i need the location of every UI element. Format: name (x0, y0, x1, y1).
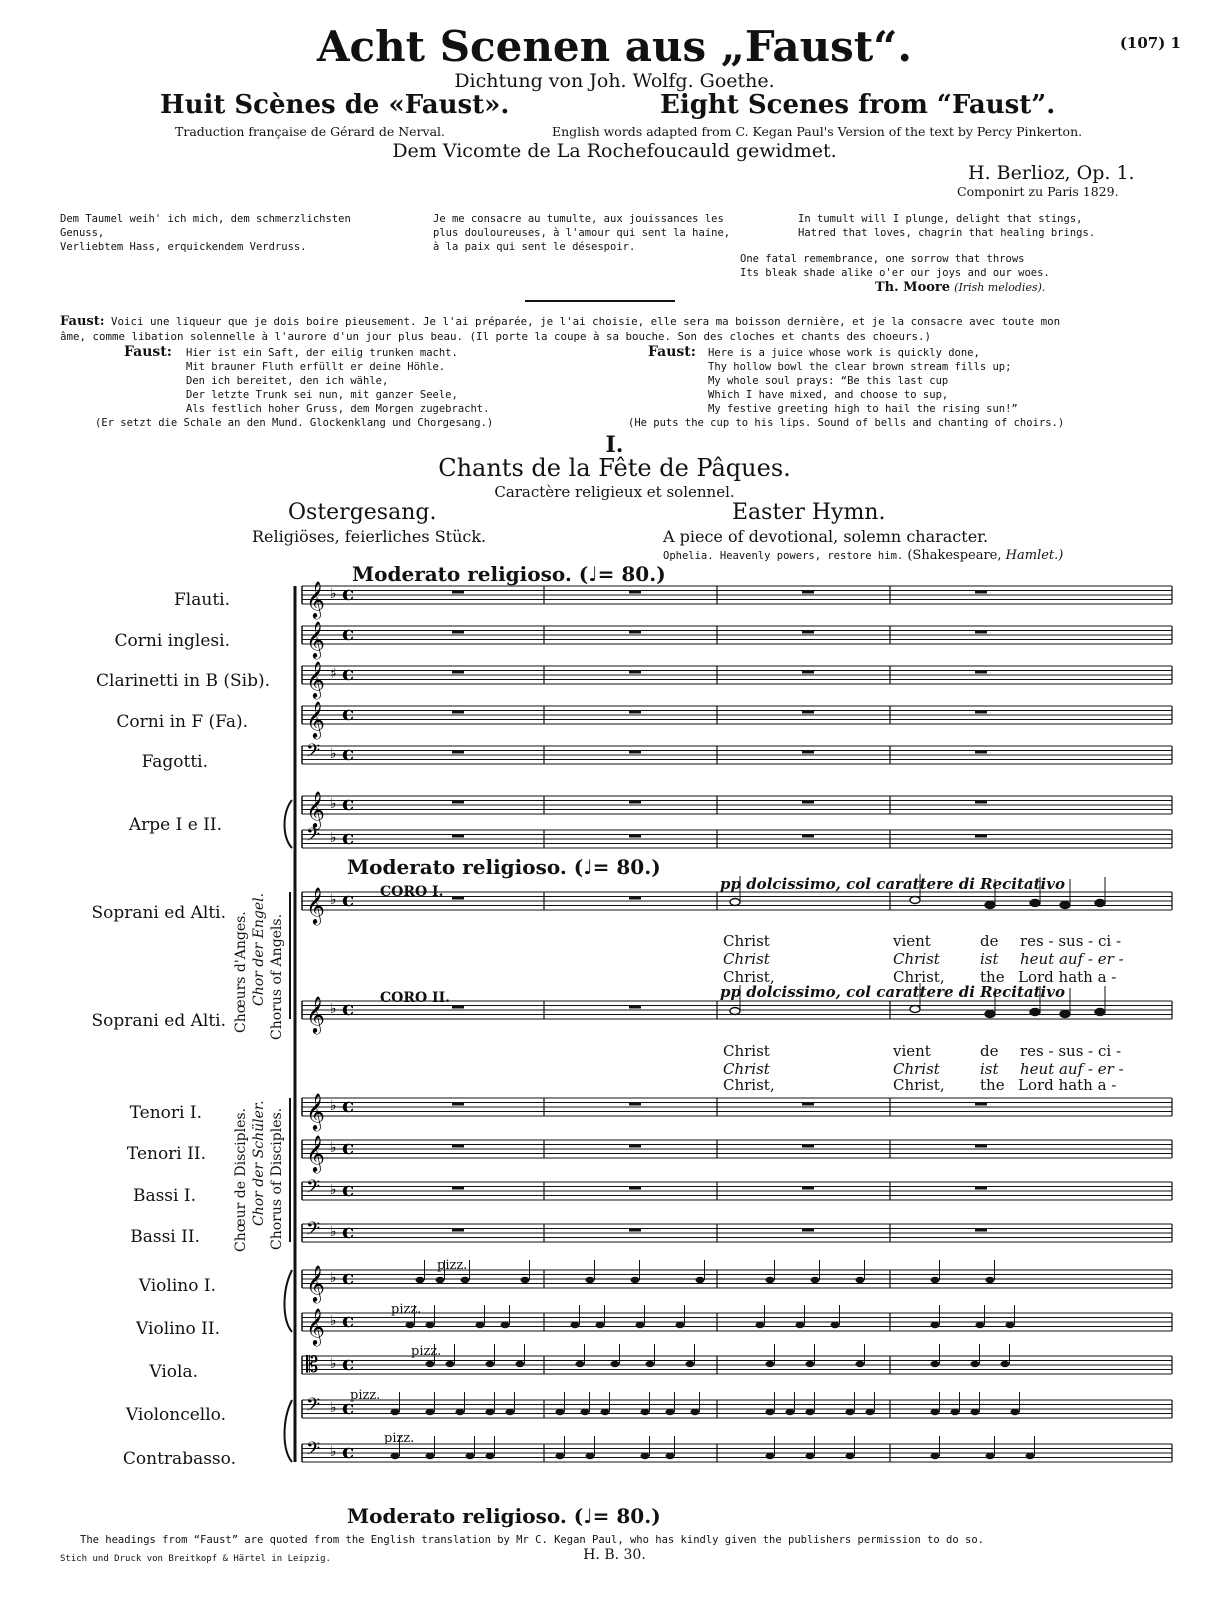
note-head-violoncello (426, 1409, 435, 1415)
note-head-coro2 (1060, 1011, 1070, 1018)
note-head-violoncello (691, 1409, 700, 1415)
dynamic-coro1: pp dolcissimo, col carattere di Recitativo (720, 875, 1065, 893)
note-head-coro2 (1030, 1009, 1040, 1016)
note-head-violino1 (416, 1277, 425, 1283)
epigraph-german: Dem Taumel weih' ich mich, dem schmerzlichsten Genuss, Verliebtem Hass, erquickendem Verdruss. (60, 213, 351, 253)
note-head-violoncello (846, 1409, 855, 1415)
note-head-coro2 (1095, 1009, 1105, 1016)
translation-french-credit: Traduction française de Gérard de Nerval. (175, 124, 446, 139)
movement-title-en: Easter Hymn. (732, 500, 886, 525)
footer-note: The headings from “Faust” are quoted from the English translation by Mr C. Kegan Paul, who has kindly given the publishers permission to do so. (80, 1534, 984, 1546)
time-signature-corni-inglesi: c (342, 621, 355, 645)
lyric-c2-en-3: the (980, 1076, 1005, 1094)
clef-viola: 𝄡 (306, 1353, 319, 1378)
lyric-c2-en-1: Christ, (723, 1076, 775, 1094)
note-head-contrabasso (391, 1453, 400, 1459)
note-head-violino1 (461, 1277, 470, 1283)
key-signature-bassi2: ♭ (330, 1224, 337, 1240)
whole-rest-fagotti (452, 751, 464, 754)
note-head-violoncello (391, 1409, 400, 1415)
time-signature-coro2: c (342, 996, 355, 1020)
note-head-violino2 (831, 1322, 840, 1328)
whole-rest-corni-f (802, 711, 814, 714)
ophelia-line: Ophelia. Heavenly powers, restore him. (663, 550, 904, 562)
movement-title-fr: Chants de la Fête de Pâques. (438, 454, 791, 482)
footer-publisher: Stich und Druck von Breitkopf & Härtel in Leipzig. (60, 1554, 331, 1564)
lyric-c1-en-2: Christ, (893, 968, 945, 986)
whole-rest-bassi2 (452, 1229, 464, 1232)
note-head-violino2 (931, 1322, 940, 1328)
clef-contrabasso: 𝄢 (306, 1439, 321, 1464)
violin-brace (285, 1270, 293, 1332)
note-head-contrabasso (846, 1453, 855, 1459)
key-signature-clarinetti: ♯ (330, 666, 337, 682)
clef-bassi2: 𝄢 (306, 1219, 321, 1244)
label-bassi2: Bassi II. (130, 1227, 200, 1247)
note-head-violoncello (456, 1409, 465, 1415)
whole-rest-fagotti (629, 751, 641, 754)
whole-rest-coro1 (452, 897, 464, 900)
pizz-viola: pizz. (411, 1344, 442, 1359)
lyric-c2-fr-1: Christ (723, 1042, 770, 1060)
lyric-c1-en-3: the (980, 968, 1005, 986)
time-signature-fagotti: c (342, 741, 355, 765)
lyric-c1-de-2: Christ (893, 950, 940, 968)
time-signature-arpa-treble: c (342, 791, 355, 815)
clef-coro1: 𝄞 (306, 886, 325, 924)
whole-rest-corni-f (452, 711, 464, 714)
key-signature-violoncello: ♭ (330, 1400, 337, 1416)
note-head-viola (516, 1361, 525, 1367)
label-violino1: Violino I. (138, 1276, 216, 1296)
lyric-c1-de-1: Christ (723, 950, 770, 968)
whole-rest-corni-f (975, 711, 987, 714)
epigraph-french: Je me consacre au tumulte, aux jouissances les plus douloureuses, à l'amour qui sent la haine, à la paix qui sent le désespoir. (433, 213, 731, 253)
note-head-coro1 (910, 897, 920, 904)
note-head-coro1 (730, 899, 740, 906)
note-head-violino2 (426, 1322, 435, 1328)
faust-french-line2: âme, comme libation solennelle à l'aurore d'un jour plus beau. (Il porte la coupe à sa bouche. Son des cloches et chants des choeurs.) (60, 330, 932, 343)
lyric-c2-de-3: ist (980, 1060, 999, 1078)
note-head-violoncello (806, 1409, 815, 1415)
note-head-violino1 (521, 1277, 530, 1283)
note-head-contrabasso (1026, 1453, 1035, 1459)
time-signature-flauti: c (342, 581, 355, 605)
faust-speaker-en: Faust: (648, 344, 696, 360)
choir-disciples-fr: Chœur de Disciples. (233, 1108, 249, 1252)
time-signature-tenori2: c (342, 1135, 355, 1159)
lyric-c1-en-4: Lord hath a - (1018, 968, 1117, 986)
note-head-violino2 (796, 1322, 805, 1328)
note-head-violino1 (931, 1277, 940, 1283)
tempo-top: Moderato religioso. (♩= 80.) (352, 562, 666, 586)
label-bassi1: Bassi I. (132, 1186, 196, 1206)
hamlet-title: Hamlet.) (1005, 548, 1064, 563)
key-signature-flauti: ♭ (330, 586, 337, 602)
whole-rest-bassi2 (975, 1229, 987, 1232)
note-head-coro1 (1060, 902, 1070, 909)
note-head-violino2 (756, 1322, 765, 1328)
whole-rest-clarinetti (975, 671, 987, 674)
lyric-c1-de-3: ist (980, 950, 999, 968)
note-head-violoncello (581, 1409, 590, 1415)
movement-subtitle-fr: Caractère religieux et solennel. (494, 483, 735, 501)
lyric-c2-fr-4: res - sus - ci - (1020, 1042, 1122, 1060)
note-head-violino2 (676, 1322, 685, 1328)
note-head-violoncello (786, 1409, 795, 1415)
whole-rest-coro2 (452, 1006, 464, 1009)
label-soprani1: Soprani ed Alti. (91, 903, 226, 923)
whole-rest-clarinetti (452, 671, 464, 674)
whole-rest-flauti (975, 591, 987, 594)
note-head-contrabasso (466, 1453, 475, 1459)
faust-speaker-fr: Faust: (60, 314, 105, 329)
note-head-viola (646, 1361, 655, 1367)
key-signature-violino2: ♭ (330, 1313, 337, 1329)
note-head-viola (486, 1361, 495, 1367)
whole-rest-bassi1 (975, 1187, 987, 1190)
lyric-c1-fr-2: vient (893, 932, 931, 950)
epigraph-english: In tumult will I plunge, delight that stings, Hatred that loves, chagrin that healing brings. (798, 213, 1096, 239)
time-signature-contrabasso: c (342, 1439, 355, 1463)
lyric-c2-en-2: Christ, (893, 1076, 945, 1094)
key-signature-arpa-bass: ♭ (330, 830, 337, 846)
note-head-violino1 (696, 1277, 705, 1283)
note-head-violino2 (501, 1322, 510, 1328)
label-fagotti: Fagotti. (141, 752, 208, 772)
shakespeare-name: (Shakespeare, (907, 548, 1002, 563)
clef-tenori2: 𝄞 (306, 1134, 325, 1172)
bass-brace (285, 1400, 293, 1462)
dedication: Dem Vicomte de La Rochefoucauld gewidmet. (392, 140, 837, 162)
dynamic-coro2: pp dolcissimo, col carattere di Recitativo (720, 983, 1065, 1001)
time-signature-bassi1: c (342, 1177, 355, 1201)
whole-rest-tenori1 (975, 1103, 987, 1106)
label-viola: Viola. (149, 1362, 198, 1382)
key-signature-violino1: ♭ (330, 1270, 337, 1286)
plate-number: H. B. 30. (583, 1547, 646, 1563)
note-head-violoncello (641, 1409, 650, 1415)
faust-speaker-de: Faust: (124, 344, 172, 360)
movement-subtitle-en: A piece of devotional, solemn character. (663, 527, 989, 546)
note-head-violoncello (556, 1409, 565, 1415)
note-head-violino1 (586, 1277, 595, 1283)
lyric-c1-de-4: heut auf - er - (1020, 950, 1124, 968)
time-signature-clarinetti: c (342, 661, 355, 685)
note-head-contrabasso (556, 1453, 565, 1459)
composer: H. Berlioz, Op. 1. (968, 162, 1135, 184)
note-head-violoncello (666, 1409, 675, 1415)
lyric-c2-de-2: Christ (893, 1060, 940, 1078)
whole-rest-tenori1 (629, 1103, 641, 1106)
choir-disciples-en: Chorus of Disciples. (269, 1107, 285, 1250)
note-head-contrabasso (986, 1453, 995, 1459)
time-signature-corni-f: c (342, 701, 355, 725)
label-violoncello: Violoncello. (125, 1405, 226, 1425)
movement-number: I. (605, 432, 624, 458)
note-head-viola (686, 1361, 695, 1367)
tempo-middle: Moderato religioso. (♩= 80.) (347, 855, 661, 879)
whole-rest-corni-f (629, 711, 641, 714)
note-head-viola (426, 1361, 435, 1367)
whole-rest-arpa-treble (975, 801, 987, 804)
note-head-violoncello (931, 1409, 940, 1415)
coro-1-label: CORO I. (380, 884, 444, 900)
note-head-viola (931, 1361, 940, 1367)
choir-disciples-de: Chor der Schüler. (251, 1100, 267, 1226)
whole-rest-fagotti (802, 751, 814, 754)
harp-brace (285, 800, 293, 848)
note-head-contrabasso (766, 1453, 775, 1459)
note-head-violino1 (986, 1277, 995, 1283)
label-arpe: Arpe I e II. (128, 815, 222, 835)
choir-angels-de: Chor der Engel. (251, 892, 267, 1006)
whole-rest-flauti (452, 591, 464, 594)
pizz-violino2: pizz. (391, 1302, 422, 1317)
note-head-violoncello (951, 1409, 960, 1415)
note-head-violino2 (636, 1322, 645, 1328)
faust-french-text1: Voici une liqueur que je dois boire pieusement. Je l'ai préparée, je l'ai choisie, elle sera ma boisson dernière, et je la consacre avec toute mon (111, 315, 1061, 328)
clef-violino1: 𝄞 (306, 1264, 325, 1302)
note-head-violino1 (436, 1277, 445, 1283)
note-head-violoncello (766, 1409, 775, 1415)
label-soprani2: Soprani ed Alti. (91, 1011, 226, 1031)
note-head-violino2 (1006, 1322, 1015, 1328)
label-corni-inglesi: Corni inglesi. (114, 631, 230, 651)
label-contrabasso: Contrabasso. (122, 1449, 236, 1469)
note-head-violoncello (866, 1409, 875, 1415)
whole-rest-corni-inglesi (975, 631, 987, 634)
note-head-violoncello (1011, 1409, 1020, 1415)
note-head-violino2 (476, 1322, 485, 1328)
note-head-viola (806, 1361, 815, 1367)
note-head-viola (971, 1361, 980, 1367)
clef-violoncello: 𝄢 (306, 1395, 321, 1420)
key-signature-tenori1: ♭ (330, 1098, 337, 1114)
note-head-viola (1001, 1361, 1010, 1367)
key-signature-coro1: ♭ (330, 892, 337, 908)
whole-rest-tenori1 (802, 1103, 814, 1106)
note-head-coro2 (985, 1011, 995, 1018)
whole-rest-bassi2 (802, 1229, 814, 1232)
coro-2-label: CORO II. (380, 990, 451, 1006)
note-head-contrabasso (806, 1453, 815, 1459)
note-head-violino1 (856, 1277, 865, 1283)
moore-source: (Irish melodies). (954, 281, 1046, 294)
key-signature-viola: ♭ (330, 1356, 337, 1372)
whole-rest-clarinetti (802, 671, 814, 674)
clef-clarinetti: 𝄞 (306, 660, 325, 698)
lyric-c1-fr-4: res - sus - ci - (1020, 932, 1122, 950)
note-head-coro1 (1095, 900, 1105, 907)
whole-rest-arpa-bass (802, 835, 814, 838)
clef-arpa-treble: 𝄞 (306, 790, 325, 828)
clef-violino2: 𝄞 (306, 1307, 325, 1345)
title-french: Huit Scènes de «Faust». (160, 90, 510, 120)
note-head-violino1 (811, 1277, 820, 1283)
lyric-c2-fr-3: de (980, 1042, 999, 1060)
note-head-violino1 (631, 1277, 640, 1283)
note-head-coro1 (985, 902, 995, 909)
note-head-violoncello (971, 1409, 980, 1415)
note-head-viola (611, 1361, 620, 1367)
label-clarinetti: Clarinetti in B (Sib). (96, 671, 270, 691)
lyric-c2-de-1: Christ (723, 1060, 770, 1078)
clef-tenori1: 𝄞 (306, 1092, 325, 1130)
whole-rest-flauti (629, 591, 641, 594)
moore-author: Th. Moore (875, 280, 951, 295)
pizz-contrabasso: pizz. (384, 1431, 415, 1446)
key-signature-tenori2: ♭ (330, 1140, 337, 1156)
note-head-violoncello (506, 1409, 515, 1415)
poet-credit: Dichtung von Joh. Wolfg. Goethe. (454, 70, 775, 92)
key-signature-fagotti: ♭ (330, 746, 337, 762)
pizz-violoncello: pizz. (350, 1388, 381, 1403)
note-head-violino2 (571, 1322, 580, 1328)
whole-rest-bassi1 (629, 1187, 641, 1190)
whole-rest-corni-inglesi (802, 631, 814, 634)
clef-flauti: 𝄞 (306, 580, 325, 618)
whole-rest-corni-inglesi (452, 631, 464, 634)
time-signature-tenori1: c (342, 1093, 355, 1117)
whole-rest-tenori1 (452, 1103, 464, 1106)
note-head-viola (446, 1361, 455, 1367)
whole-rest-bassi1 (452, 1187, 464, 1190)
whole-rest-arpa-treble (629, 801, 641, 804)
tempo-bottom: Moderato religioso. (♩= 80.) (347, 1504, 661, 1528)
label-flauti: Flauti. (174, 590, 230, 610)
choir-angels-fr: Chœurs d'Anges. (233, 911, 249, 1033)
translation-english-credit: English words adapted from C. Kegan Paul's Version of the text by Percy Pinkerton. (552, 124, 1083, 139)
faust-english-stage: (He puts the cup to his lips. Sound of bells and chanting of choirs.) (628, 417, 1065, 429)
note-head-violino2 (976, 1322, 985, 1328)
note-head-violino1 (766, 1277, 775, 1283)
note-head-viola (576, 1361, 585, 1367)
composition-date: Componirt zu Paris 1829. (957, 184, 1119, 199)
time-signature-arpa-bass: c (342, 825, 355, 849)
whole-rest-coro2 (629, 1006, 641, 1009)
note-head-contrabasso (666, 1453, 675, 1459)
time-signature-violino1: c (342, 1265, 355, 1289)
note-head-violoncello (601, 1409, 610, 1415)
whole-rest-coro1 (629, 897, 641, 900)
note-head-coro1 (1030, 900, 1040, 907)
lyric-c1-en-1: Christ, (723, 968, 775, 986)
label-corni-f: Corni in F (Fa). (116, 712, 248, 732)
note-head-violino2 (406, 1322, 415, 1328)
moore-quote: One fatal remembrance, one sorrow that throws Its bleak shade alike o'er our joys and our woes. (740, 253, 1050, 279)
whole-rest-arpa-bass (452, 835, 464, 838)
movement-subtitle-de: Religiöses, feierliches Stück. (252, 527, 487, 546)
clef-fagotti: 𝄢 (306, 741, 321, 766)
note-head-viola (856, 1361, 865, 1367)
choir-angels-en: Chorus of Angels. (269, 913, 285, 1040)
note-head-coro2 (910, 1006, 920, 1013)
whole-rest-bassi2 (629, 1229, 641, 1232)
whole-rest-flauti (802, 591, 814, 594)
lyric-c2-en-4: Lord hath a - (1018, 1076, 1117, 1094)
note-head-contrabasso (426, 1453, 435, 1459)
clef-coro2: 𝄞 (306, 995, 325, 1033)
whole-rest-arpa-bass (975, 835, 987, 838)
lyric-c1-fr-3: de (980, 932, 999, 950)
time-signature-coro1: c (342, 887, 355, 911)
clef-corni-inglesi: 𝄞 (306, 620, 325, 658)
movement-title-de: Ostergesang. (288, 500, 437, 525)
clef-arpa-bass: 𝄢 (306, 825, 321, 850)
key-signature-coro2: ♭ (330, 1001, 337, 1017)
whole-rest-tenori2 (629, 1145, 641, 1148)
lyric-c2-fr-2: vient (893, 1042, 931, 1060)
clef-bassi1: 𝄢 (306, 1177, 321, 1202)
note-head-contrabasso (641, 1453, 650, 1459)
clef-corni-f: 𝄞 (306, 700, 325, 738)
lyric-c2-de-4: heut auf - er - (1020, 1060, 1124, 1078)
note-head-violoncello (486, 1409, 495, 1415)
whole-rest-clarinetti (629, 671, 641, 674)
key-signature-arpa-treble: ♭ (330, 796, 337, 812)
lyric-c1-fr-1: Christ (723, 932, 770, 950)
label-tenori1: Tenori I. (129, 1103, 202, 1123)
faust-german-stage: (Er setzt die Schale an den Mund. Glockenklang und Chorgesang.) (95, 417, 494, 429)
title-english: Eight Scenes from “Faust”. (660, 90, 1056, 120)
note-head-contrabasso (586, 1453, 595, 1459)
page-number: (107) 1 (1119, 34, 1181, 52)
pizz-violino1: pizz. (437, 1258, 468, 1273)
note-head-violino2 (596, 1322, 605, 1328)
time-signature-violino2: c (342, 1308, 355, 1332)
score-title: Acht Scenen aus „Faust“. (316, 22, 913, 71)
whole-rest-arpa-treble (802, 801, 814, 804)
time-signature-bassi2: c (342, 1219, 355, 1243)
time-signature-viola: c (342, 1351, 355, 1375)
label-violino2: Violino II. (136, 1319, 220, 1339)
whole-rest-corni-inglesi (629, 631, 641, 634)
whole-rest-fagotti (975, 751, 987, 754)
time-signature-violoncello: c (342, 1395, 355, 1419)
whole-rest-arpa-treble (452, 801, 464, 804)
whole-rest-tenori2 (975, 1145, 987, 1148)
note-head-viola (766, 1361, 775, 1367)
whole-rest-tenori2 (452, 1145, 464, 1148)
whole-rest-arpa-bass (629, 835, 641, 838)
key-signature-contrabasso: ♭ (330, 1444, 337, 1460)
faust-english-text: Here is a juice whose work is quickly done, Thy hollow bowl the clear brown stream fills up; My whole soul prays: “Be this last cup Which I have mixed, and choose to sup, My festive greeting high to hail the rising sun!” (708, 347, 1018, 415)
note-head-contrabasso (931, 1453, 940, 1459)
label-tenori2: Tenori II. (126, 1144, 206, 1164)
whole-rest-tenori2 (802, 1145, 814, 1148)
key-signature-bassi1: ♭ (330, 1182, 337, 1198)
faust-german-text: Hier ist ein Saft, der eilig trunken macht. Mit brauner Fluth erfüllt er deine Höhle. Den ich bereitet, den ich wähle, Der letzte Trunk sei nun, mit ganzer Seele, Als festlich hoher Gruss, dem Morgen zugebracht. (186, 347, 490, 415)
note-head-coro2 (730, 1008, 740, 1015)
note-head-contrabasso (486, 1453, 495, 1459)
whole-rest-bassi1 (802, 1187, 814, 1190)
